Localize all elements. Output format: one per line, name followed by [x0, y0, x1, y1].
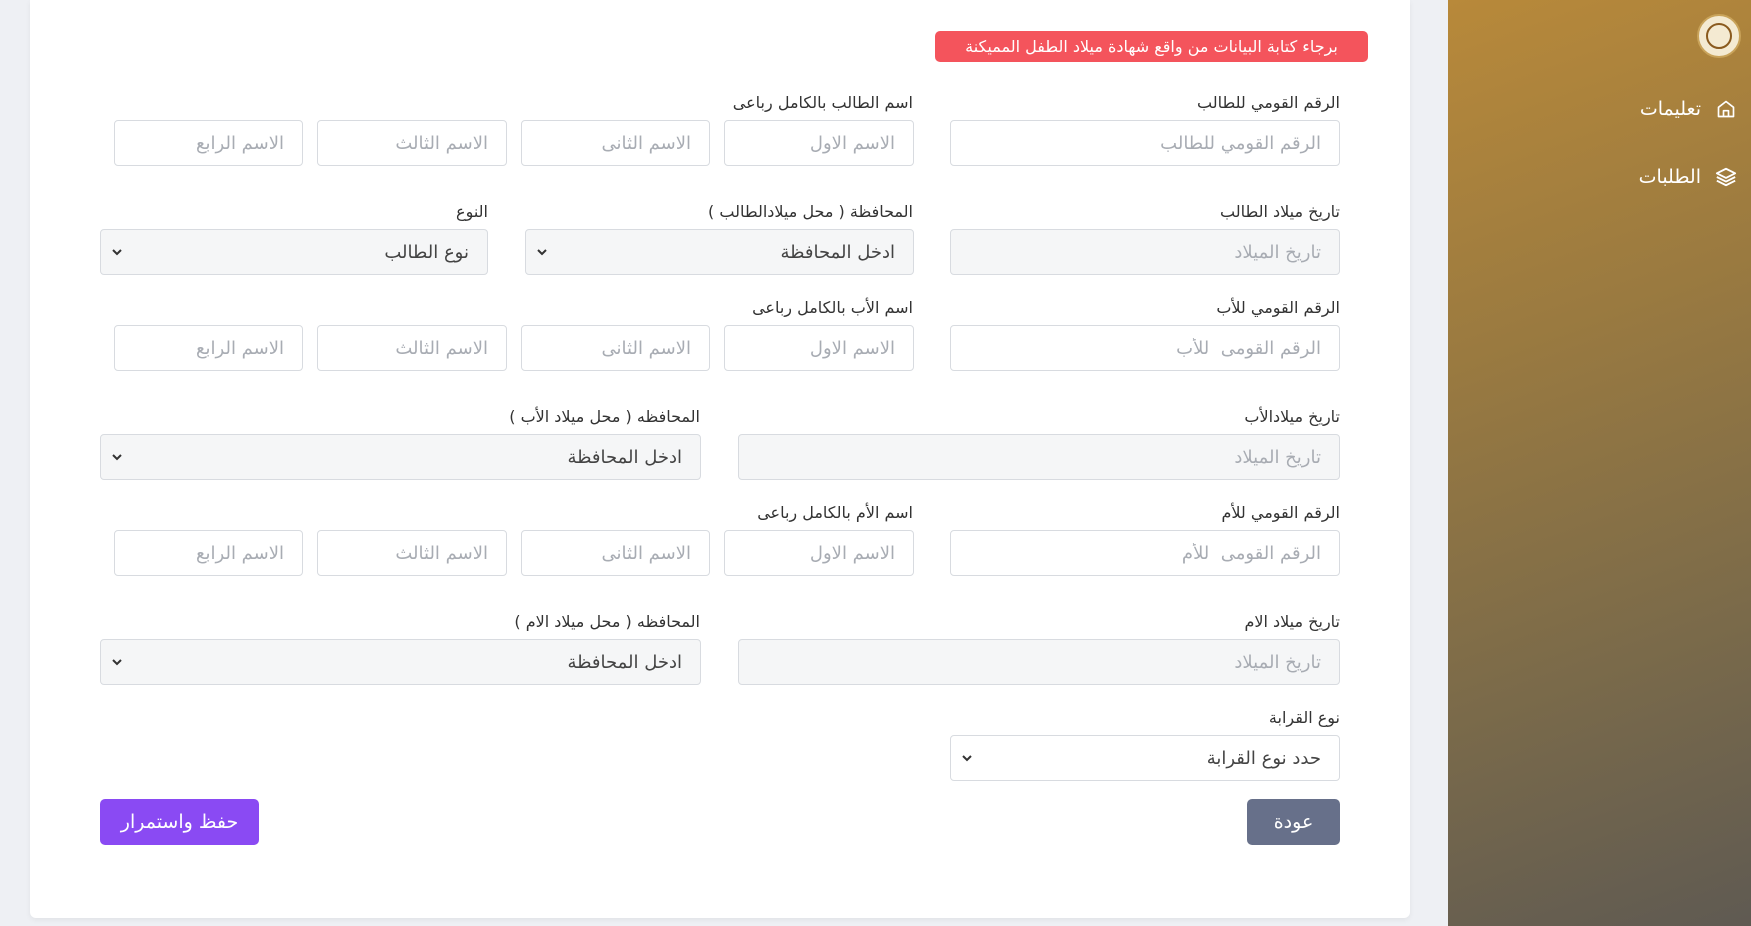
relation-label: نوع القرابة: [1268, 708, 1340, 727]
ministry-logo: [1697, 14, 1741, 58]
chevron-down-icon: [959, 750, 975, 766]
father-fourth-name-input[interactable]: [114, 325, 303, 371]
mother-second-name-input[interactable]: [521, 530, 710, 576]
student-governorate-label: المحافظة ( محل ميلادالطالب ): [708, 202, 913, 221]
save-continue-button[interactable]: حفظ واستمرار: [100, 799, 259, 845]
relation-select[interactable]: [950, 735, 1340, 781]
sidebar-item-requests[interactable]: [1639, 159, 1737, 195]
sidebar-item-label: تعليمات: [1639, 98, 1701, 120]
mother-fourth-name-input[interactable]: [114, 530, 303, 576]
mother-first-name-input[interactable]: [724, 530, 914, 576]
student-name-label: اسم الطالب بالكامل رباعى: [732, 93, 913, 112]
student-national-id-label: الرقم القومي للطالب: [1197, 93, 1340, 112]
father-national-id-label: الرقم القومي للأب: [1216, 298, 1340, 317]
father-name-label: اسم الأب بالكامل رباعى: [752, 298, 913, 317]
mother-national-id-label: الرقم القومي للأم: [1221, 503, 1340, 522]
gender-value: نوع الطالب: [384, 241, 469, 263]
mother-name-label: اسم الأم بالكامل رباعى: [757, 503, 913, 522]
father-governorate-value: ادخل المحافظة: [567, 446, 682, 468]
chevron-down-icon: [109, 244, 125, 260]
mother-third-name-input[interactable]: [317, 530, 507, 576]
mother-national-id-input[interactable]: [950, 530, 1340, 576]
student-fourth-name-input[interactable]: [114, 120, 303, 166]
student-birthdate-input[interactable]: [950, 229, 1340, 275]
mother-governorate-select[interactable]: [100, 639, 701, 685]
gender-select[interactable]: [100, 229, 488, 275]
father-governorate-label: المحافظه ( محل ميلاد الأب ): [509, 407, 700, 426]
mother-birthdate-input[interactable]: [738, 639, 1340, 685]
chevron-down-icon: [534, 244, 550, 260]
mother-governorate-label: المحافظه ( محل ميلاد الام ): [514, 612, 700, 631]
mother-governorate-value: ادخل المحافظة: [567, 651, 682, 673]
chevron-down-icon: [109, 654, 125, 670]
student-birthdate-label: تاريخ ميلاد الطالب: [1220, 202, 1340, 221]
father-birthdate-label: تاريخ ميلادالأب: [1244, 407, 1340, 426]
gender-label: النوع: [456, 202, 488, 221]
sidebar-item-label: الطلبات: [1638, 166, 1701, 188]
chevron-down-icon: [109, 449, 125, 465]
father-governorate-select[interactable]: [100, 434, 701, 480]
father-national-id-input[interactable]: [950, 325, 1340, 371]
sidebar-item-instructions[interactable]: [1640, 91, 1737, 127]
back-button[interactable]: عودة: [1247, 799, 1340, 845]
father-first-name-input[interactable]: [724, 325, 914, 371]
mother-birthdate-label: تاريخ ميلاد الام: [1244, 612, 1340, 631]
student-governorate-select[interactable]: [525, 229, 914, 275]
father-birthdate-input[interactable]: [738, 434, 1340, 480]
student-third-name-input[interactable]: [317, 120, 507, 166]
father-third-name-input[interactable]: [317, 325, 507, 371]
father-second-name-input[interactable]: [521, 325, 710, 371]
instructions-alert: برجاء كتابة البيانات من واقع شهادة ميلاد الطفل المميكنة: [935, 31, 1368, 62]
relation-value: حدد نوع القرابة: [1206, 747, 1321, 769]
student-first-name-input[interactable]: [724, 120, 914, 166]
home-icon: [1715, 98, 1737, 120]
student-governorate-value: ادخل المحافظة: [780, 241, 895, 263]
student-second-name-input[interactable]: [521, 120, 710, 166]
student-national-id-input[interactable]: [950, 120, 1340, 166]
sidebar: [1448, 0, 1751, 926]
layers-icon: [1715, 166, 1737, 188]
